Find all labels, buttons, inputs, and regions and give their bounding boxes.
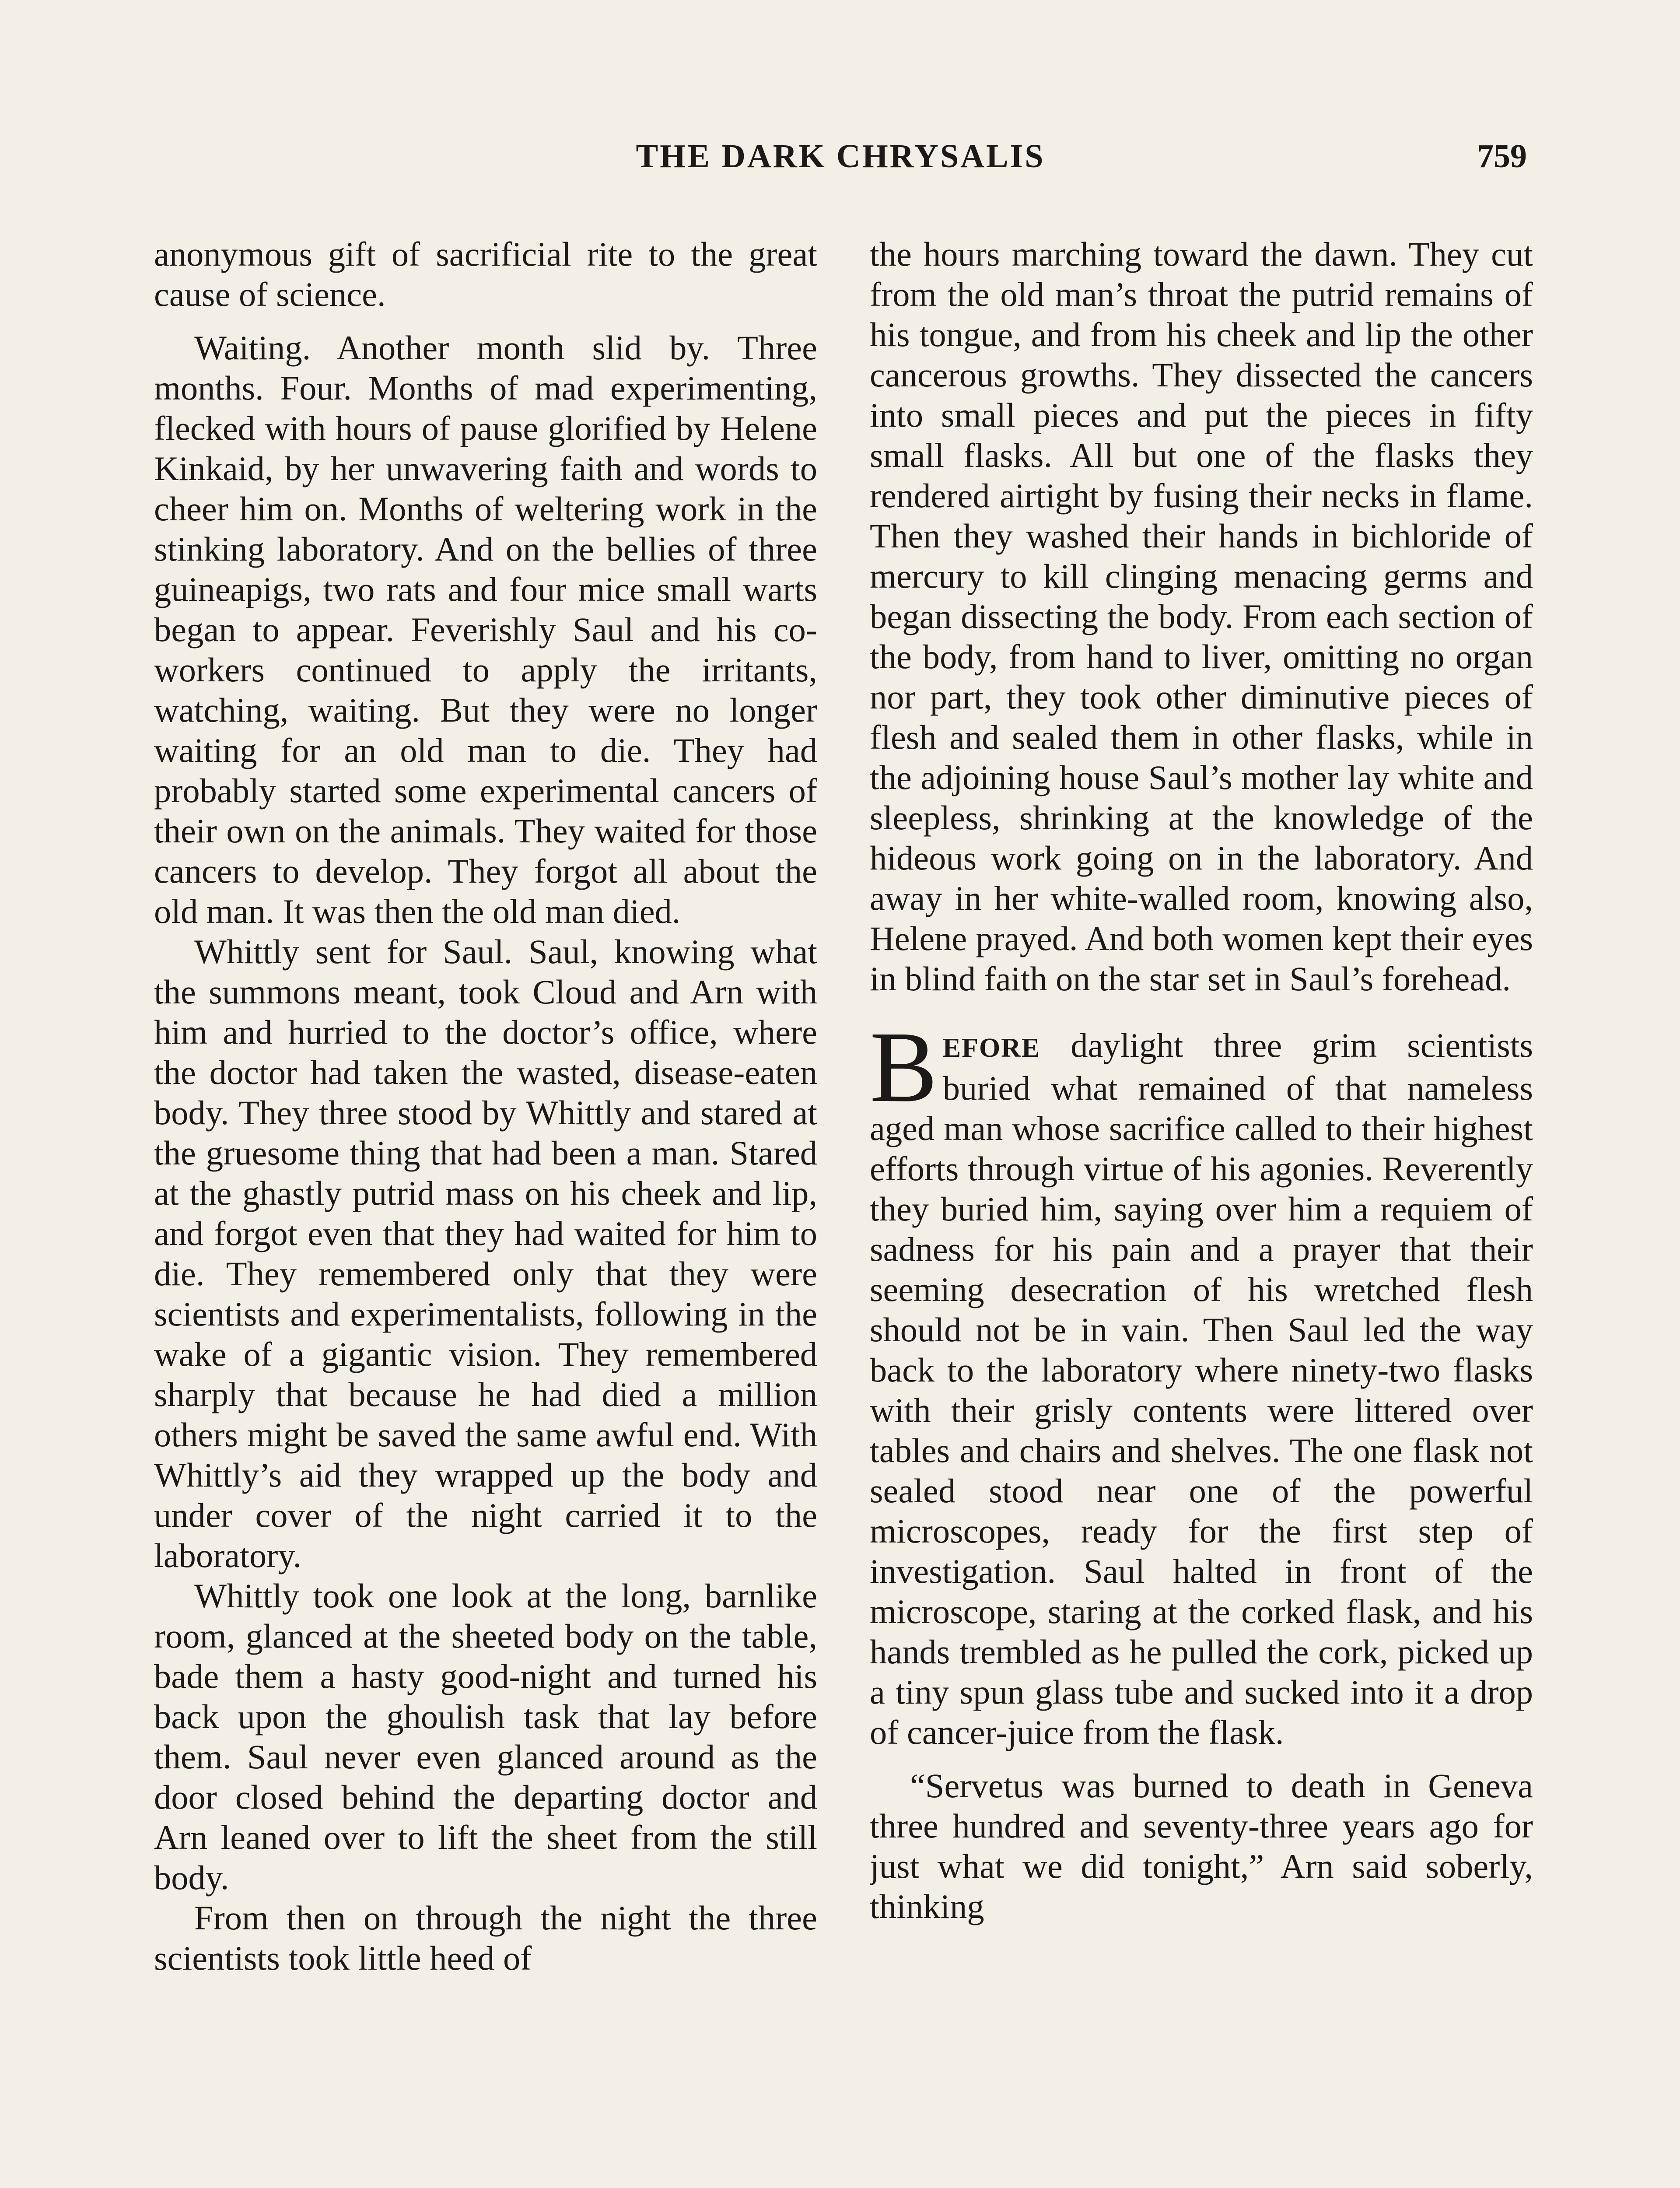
paragraph: Whittly sent for Saul. Saul, knowing what the summons meant, took Cloud and Arn with him and hurried to the doctor’s office, where the doctor had taken the wasted, disease-eaten body. They three stood by Whittly and stared at the gruesome thing that had been a man. Stared at the ghastly putrid mass on his cheek and lip, and forgot even that they had waited for him to die. They remembered only that they were scientists and experimentalists, following in the wake of a gigantic vision. They remembered sharply that because he had died a million others might be saved the same awful end. With Whittly’s aid they wrapped up the body and under cover of the night carried it to the laboratory.: [154, 933, 817, 1574]
paragraph: the hours marching toward the dawn. They cut from the old man’s throat the putrid remains of his tongue, and from his cheek and lip the other cancerous growths. They dissected the cancers into small pieces and put the pieces in fifty small flasks. All but one of the flasks they rendered airtight by fusing their necks in flame. Then they washed their hands in bichloride of mercury to kill clinging menacing germs and began dissecting the body. From each section of the body, from hand to liver, omitting no organ nor part, they took other diminutive pieces of flesh and sealed them in other flasks, while in the adjoining house Saul’s mother lay white and sleepless, shrinking at the knowledge of the hideous work going on in the laboratory. And away in her white-walled room, knowing also, Helene prayed. And both women kept their eyes in blind faith on the star set in Saul’s forehead.: [870, 235, 1533, 998]
page-header: [154, 131, 1527, 184]
paragraph: From then on through the night the three scientists took little heed of: [154, 1899, 817, 1977]
drop-cap: B: [870, 1011, 938, 1123]
paragraph: Waiting. Another month slid by. Three months. Four. Months of mad experimenting, flecked with hours of pause glorified by Helene Kinkaid, by her unwavering faith and words to cheer him on. Months of weltering work in the stinking laboratory. And on the bellies of three guineapigs, two rats and four mice small warts began to appear. Feverishly Saul and his co-workers continued to apply the irritants, watching, waiting. But they were no longer waiting for an old man to die. They had probably started some experimental cancers of their own on the animals. They waited for those cancers to develop. They forgot all about the old man. It was then the old man died.: [154, 329, 817, 930]
paragraph: Whittly took one look at the long, barnlike room, glanced at the sheeted body on the table, bade them a hasty good-night and turned his back upon the ghoulish task that lay before them. Saul never even glanced around as the door closed behind the departing doctor and Arn leaned over to lift the sheet from the still body.: [154, 1577, 817, 1897]
paragraph: “Servetus was burned to death in Geneva three hundred and seventy-three years ago for just what we did tonight,” Arn said soberly, thinking: [870, 1767, 1533, 1925]
running-title: THE DARK CHRYSALIS: [636, 138, 1045, 175]
small-caps-lead: EFORE: [942, 1033, 1041, 1063]
paragraph: anonymous gift of sacrificial rite to the great cause of science.: [154, 235, 817, 313]
paragraph-text: daylight three grim scientists buried what remained of that nameless aged man whose sacrifice called to their highest efforts through virtue of his agonies. Reverently they buried him, saying over him a requiem of sadness for his pain and a prayer that their seeming desecration of his wretched flesh should not be in vain. Then Saul led the way back to the laboratory where ninety-two flasks with their grisly contents were littered over tables and chairs and shelves. The one flask not sealed stood near one of the powerful microscopes, ready for the first step of investigation. Saul halted in front of the microscope, staring at the corked flask, and his hands trembled as he pulled the cork, picked up a tiny spun glass tube and sucked into it a drop of cancer-juice from the flask.: [870, 1026, 1533, 1751]
page-number: 759: [1477, 138, 1527, 175]
left-column: [154, 234, 817, 2188]
section-start-paragraph: [870, 1011, 1533, 1753]
right-column: [870, 234, 1533, 2188]
